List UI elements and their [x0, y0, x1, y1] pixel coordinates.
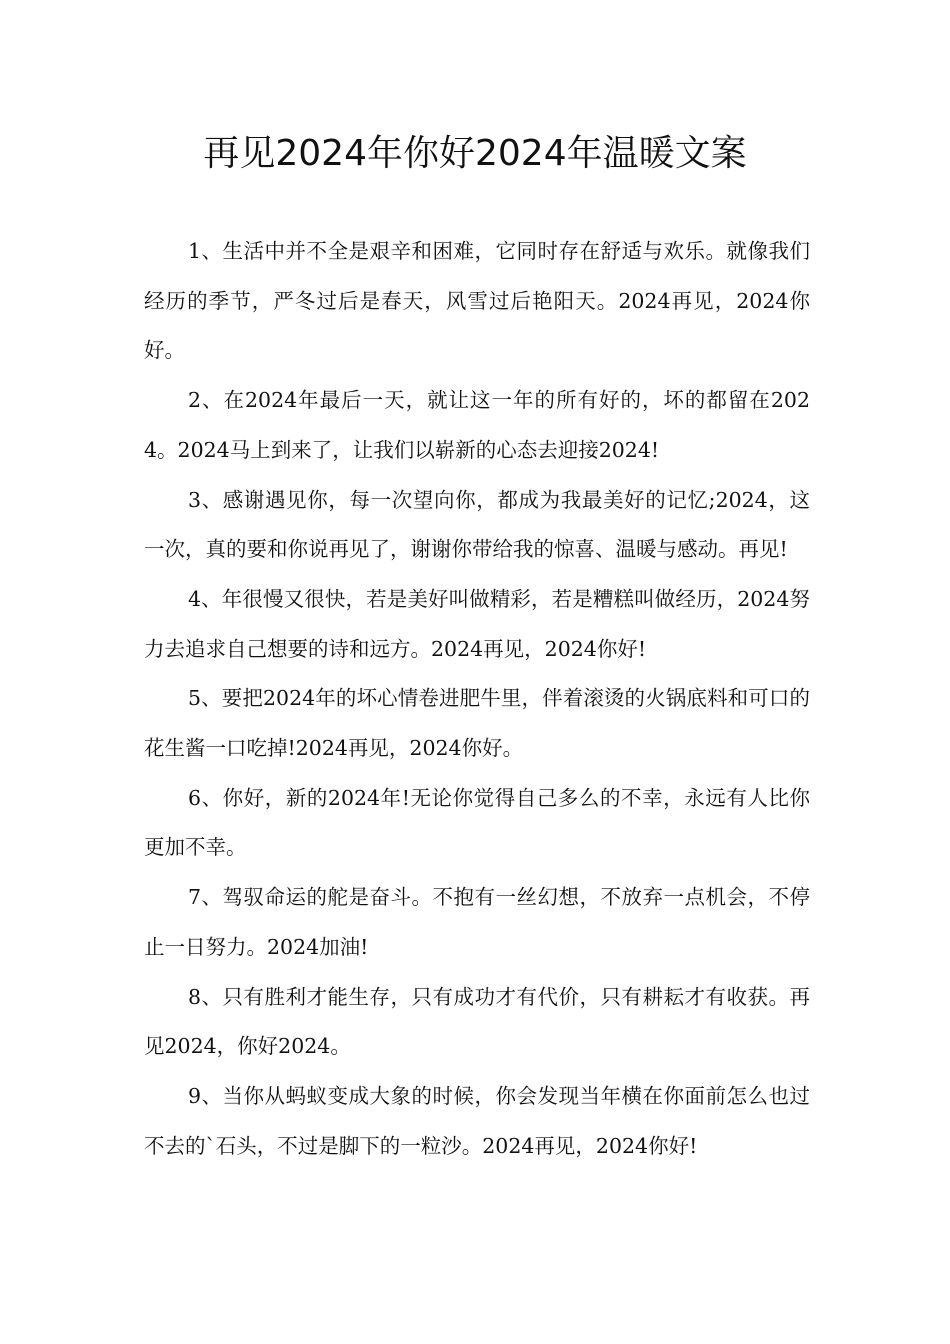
document-body	[144, 227, 810, 1171]
paragraph-5: 5、要把2024年的坏心情卷进肥牛里，伴着滚烫的火锅底料和可口的花生酱一口吃掉!2024再见，2024你好。	[144, 686, 810, 761]
paragraph-6: 6、你好，新的2024年!无论你觉得自己多么的不幸，永远有人比你更加不幸。	[144, 785, 810, 860]
paragraph-7: 7、驾驭命运的舵是奋斗。不抱有一丝幻想，不放弃一点机会，不停止一日努力。2024加油!	[144, 885, 810, 959]
paragraph-9: 9、当你从蚂蚁变成大象的时候，你会发现当年横在你面前怎么也过不去的`石头，不过是脚下的一粒沙。2024再见，2024你好!	[144, 1083, 810, 1158]
paragraph-4: 4、年很慢又很快，若是美好叫做精彩，若是糟糕叫做经历，2024努力去追求自己想要的诗和远方。2024再见，2024你好!	[144, 586, 810, 661]
paragraph-1: 1、生活中并不全是艰辛和困难，它同时存在舒适与欢乐。就像我们经历的季节，严冬过后是春天，风雪过后艳阳天。2024再见，2024你好。	[144, 239, 810, 363]
document-title: 再见2024年你好2024年温暖文案	[203, 133, 747, 174]
paragraph-8: 8、只有胜利才能生存，只有成功才有代价，只有耕耘才有收获。再见2024，你好2024。	[144, 984, 810, 1059]
paragraph-3: 3、感谢遇见你，每一次望向你，都成为我最美好的记忆;2024，这一次，真的要和你说再见了，谢谢你带给我的惊喜、温暖与感动。再见!	[144, 487, 810, 562]
paragraph-2: 2、在2024年最后一天，就让这一年的所有好的，坏的都留在2024。2024马上到来了，让我们以崭新的心态去迎接2024!	[144, 388, 810, 462]
